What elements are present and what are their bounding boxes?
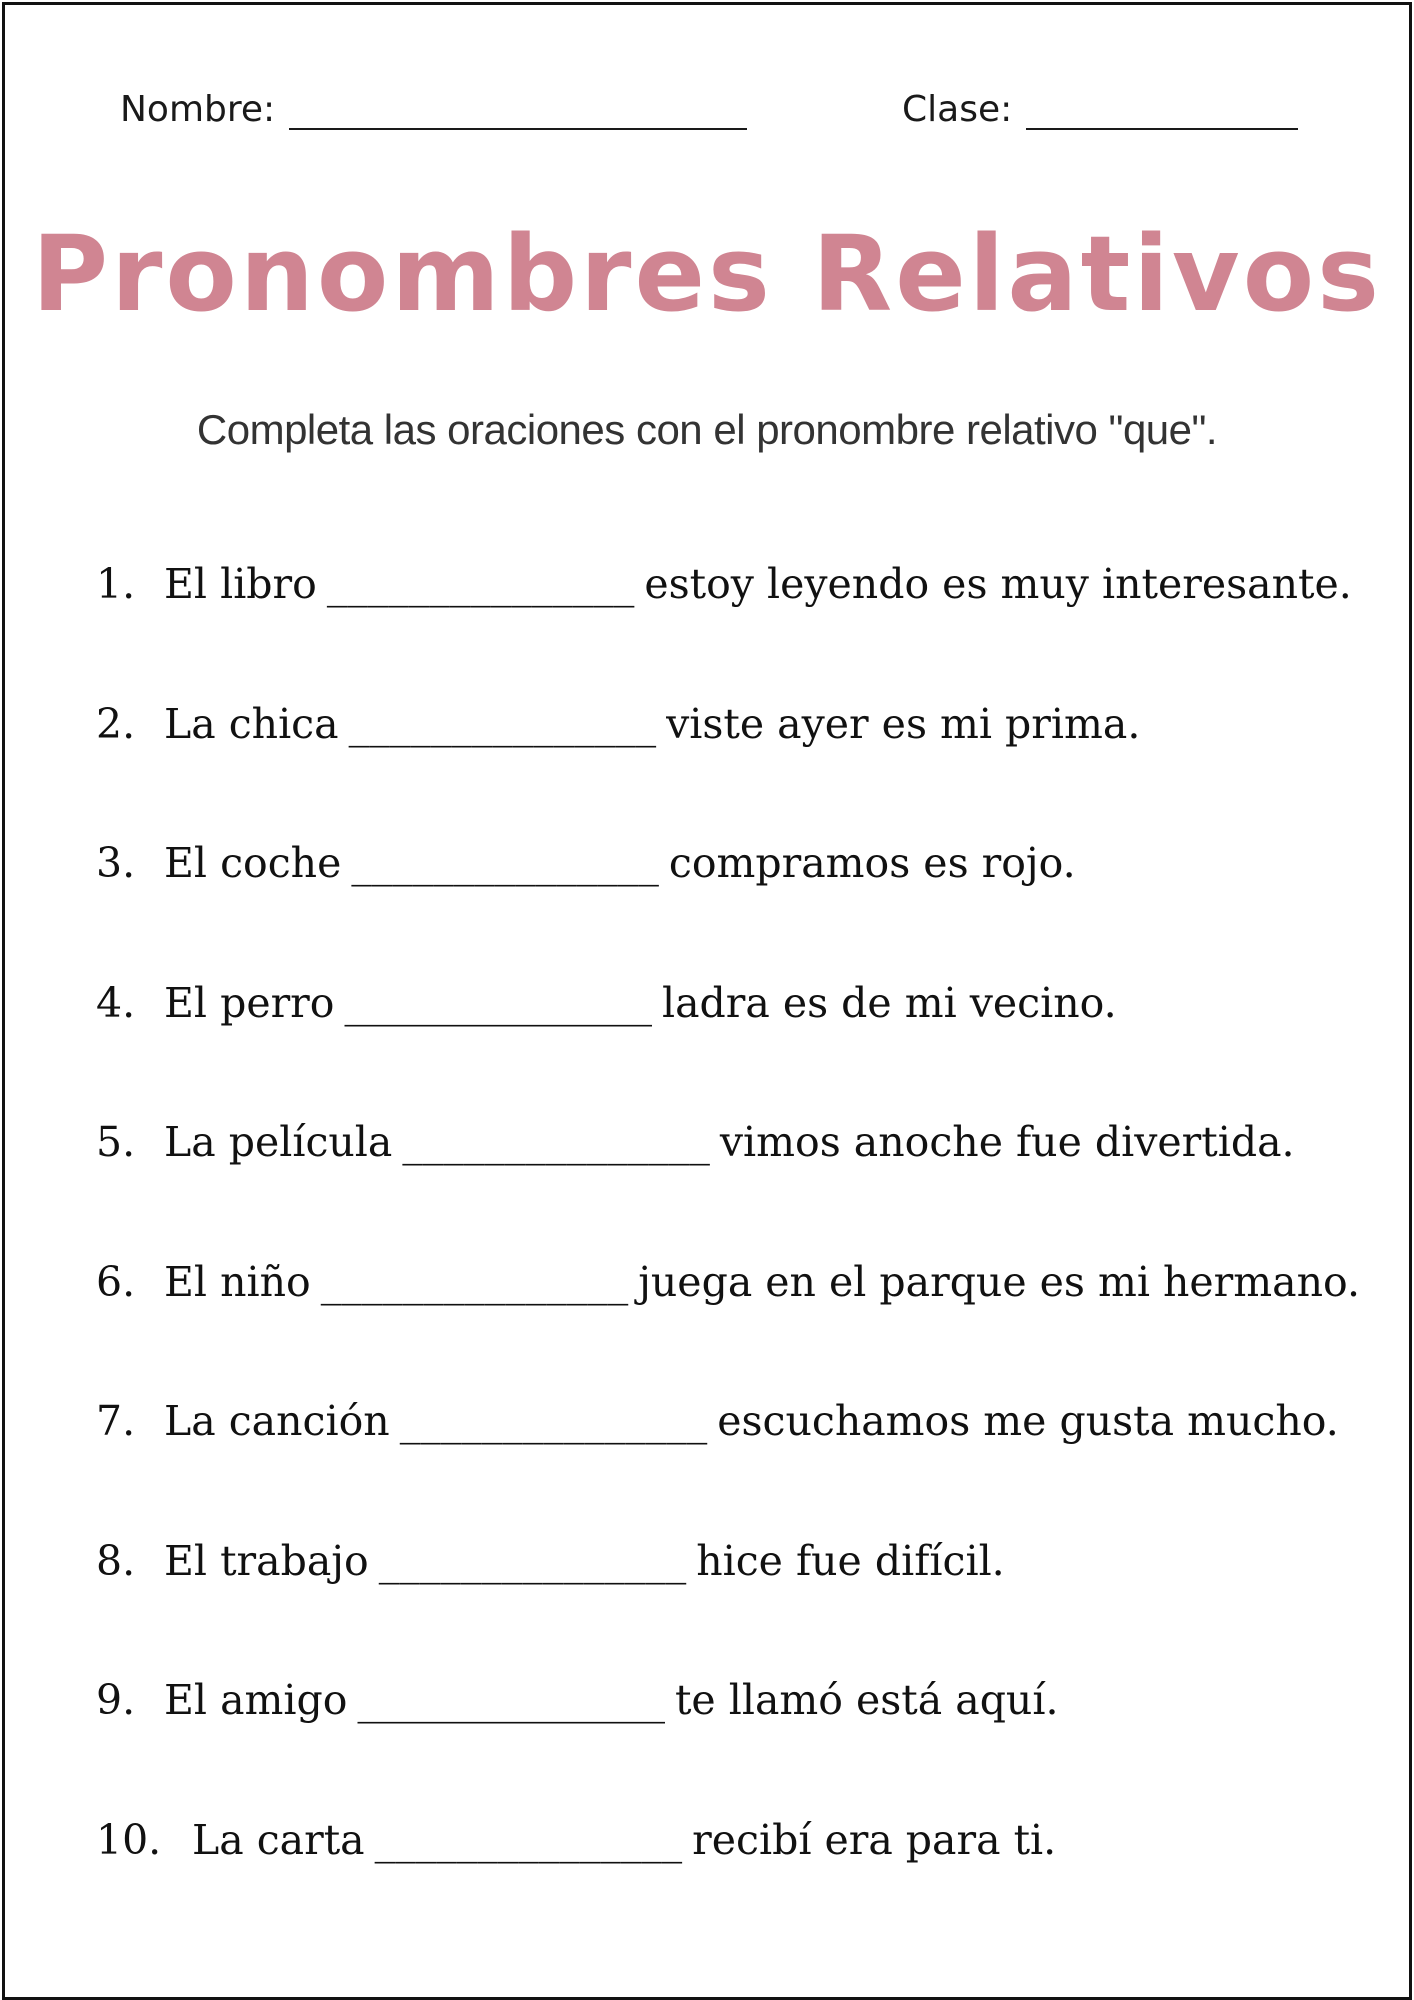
exercise-blank[interactable]: _______________ [402, 1118, 710, 1166]
exercise-text-before: El trabajo [164, 1536, 369, 1585]
exercise-item-8 [96, 1537, 1360, 1677]
exercise-item-6 [96, 1258, 1360, 1398]
exercise-blank[interactable]: _______________ [374, 1815, 683, 1864]
exercise-text-before: El niño [164, 1257, 311, 1306]
exercise-item-3 [96, 839, 1360, 979]
worksheet-title: Pronombres Relativos [31, 213, 1383, 335]
exercise-number: 9. [96, 1676, 136, 1724]
exercise-text-after: recibí era para ti. [692, 1815, 1057, 1864]
exercise-text-after: escuchamos me gusta mucho. [717, 1397, 1339, 1445]
class-label: Clase: [902, 89, 1013, 130]
class-input-line[interactable] [1026, 88, 1298, 130]
exercise-item-5 [96, 1118, 1360, 1258]
name-input-line[interactable] [289, 88, 747, 130]
exercise-blank[interactable]: _______________ [399, 1397, 708, 1445]
exercise-text-after: estoy leyendo es muy interesante. [644, 560, 1352, 608]
exercise-number: 10. [96, 1815, 162, 1864]
exercise-item-7 [96, 1397, 1360, 1537]
exercise-blank[interactable]: _______________ [344, 978, 652, 1027]
exercise-list [96, 560, 1360, 1955]
exercise-text-after: juega en el parque es mi hermano. [638, 1257, 1360, 1306]
exercise-blank[interactable]: _______________ [320, 1257, 629, 1306]
exercise-text-before: El libro [164, 560, 317, 608]
exercise-item-10 [96, 1816, 1360, 1956]
exercise-text-after: ladra es de mi vecino. [661, 978, 1117, 1027]
exercise-blank[interactable]: _______________ [326, 560, 635, 608]
exercise-text-after: viste ayer es mi prima. [666, 699, 1141, 748]
exercise-text-after: te llamó está aquí. [674, 1676, 1059, 1724]
exercise-blank[interactable]: _______________ [348, 699, 657, 748]
exercise-item-1 [96, 560, 1360, 700]
exercise-text-before: La chica [164, 699, 339, 748]
exercise-text-before: La carta [192, 1815, 365, 1864]
exercise-number: 5. [96, 1118, 136, 1166]
exercise-number: 8. [96, 1536, 136, 1585]
exercise-text-after: compramos es rojo. [668, 839, 1076, 887]
name-label: Nombre: [120, 89, 276, 130]
exercise-number: 3. [96, 839, 136, 887]
exercise-text-before: La película [164, 1118, 393, 1166]
exercise-number: 4. [96, 978, 136, 1027]
exercise-text-after: hice fue difícil. [696, 1536, 1005, 1585]
class-field [902, 88, 1298, 130]
exercise-item-4 [96, 979, 1360, 1119]
exercise-text-before: El perro [164, 978, 335, 1027]
exercise-item-2 [96, 700, 1360, 840]
exercise-item-9 [96, 1676, 1360, 1816]
exercise-text-before: El amigo [164, 1676, 348, 1724]
exercise-text-before: El coche [164, 839, 342, 887]
instructions: Completa las oraciones con el pronombre relativo "que". [196, 406, 1218, 453]
exercise-blank[interactable]: _______________ [357, 1676, 665, 1724]
exercise-text-after: vimos anoche fue divertida. [719, 1118, 1295, 1166]
exercise-text-before: La canción [164, 1397, 390, 1445]
name-field [120, 88, 747, 130]
exercise-number: 6. [96, 1257, 136, 1306]
exercise-blank[interactable]: _______________ [378, 1536, 687, 1585]
exercise-number: 2. [96, 699, 136, 748]
exercise-number: 7. [96, 1397, 136, 1445]
exercise-number: 1. [96, 560, 136, 608]
exercise-blank[interactable]: _______________ [351, 839, 659, 887]
